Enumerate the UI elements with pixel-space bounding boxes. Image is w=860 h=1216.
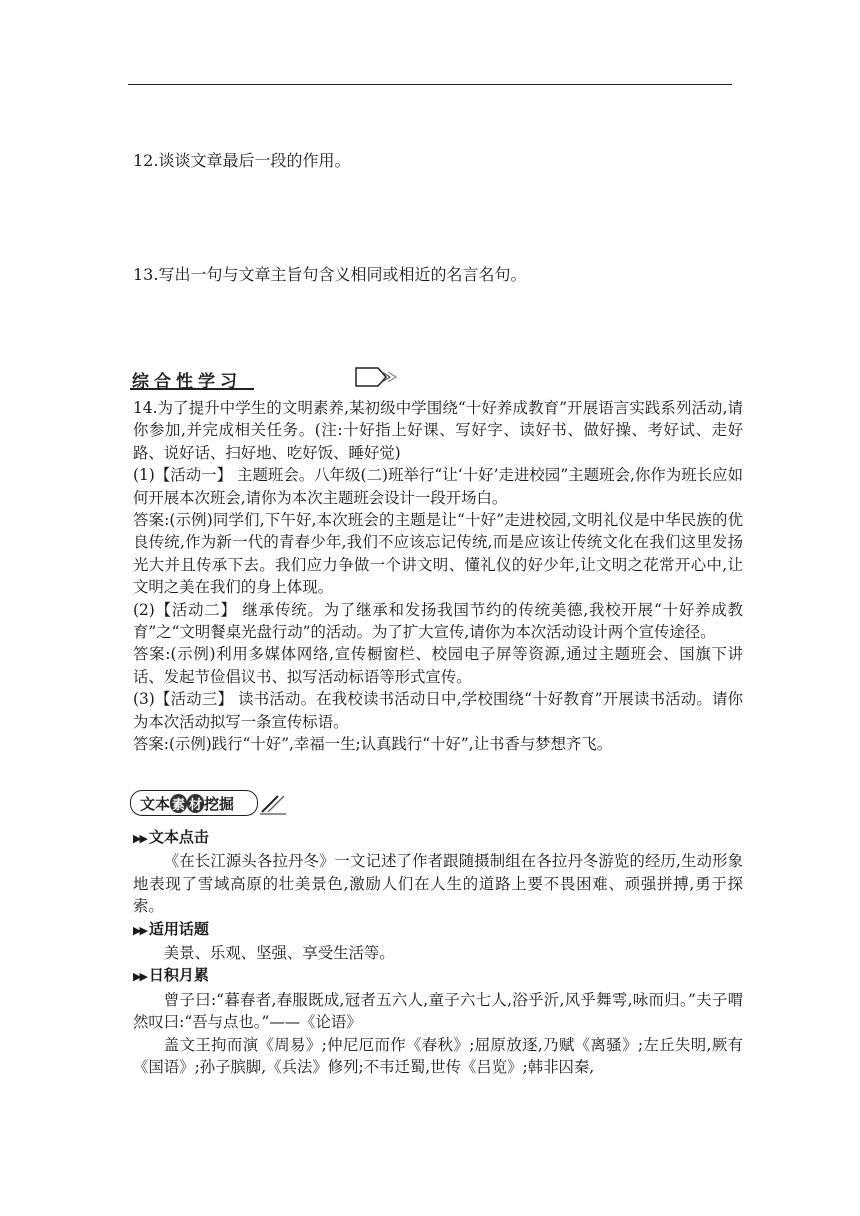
subheading-topics: ▶▶ 适用话题 [133,919,209,938]
header-rule [128,84,732,85]
text-material-section [133,826,743,1078]
question-13: 13.写出一句与文章主旨句含义相同或相近的名言名句。 [133,265,527,284]
activity-1-answer: 答案:(示例)同学们,下午好,本次班会的主题是让“十好”走进校园,文明礼仪是中华民族的优良传统,作为新一代的青春少年,我们不应该忘记传统,而是应该让传统文化在我们这里发扬光大并且传承下去。我们应力争做一个讲文明、懂礼仪的好少年,让文明之花常开心中,让文明之美在我们的身上体现。 [133,511,743,597]
text-material-banner [130,790,270,818]
activity-2-answer: 答案:(示例)利用多媒体网络,宣传橱窗栏、校园电子屏等资源,通过主题班会、国旗下讲话、发起节俭倡议书、拟写活动标语等形式宣传。 [133,645,743,686]
q14-intro: 14.为了提升中学生的文明素养,某初级中学围绕“十好养成教育”开展语言实践系列活动,请你参加,并完成相关任务。(注:十好指上好课、写好字、读好书、做好操、考好试、走好路、说好话、扫好地、吃好饭、睡好觉) [133,399,743,462]
banner-pre: 文本 [140,795,171,813]
quote-sima-qian: 盖文王拘而演《周易》;仲尼厄而作《春秋》;屈原放逐,乃赋《离骚》;左丘失明,厥有《国语》;孙子膑脚,《兵法》修列;不韦迁蜀,世传《吕览》;韩非囚秦, [133,1035,743,1077]
banner-mid2: 材 [187,794,204,813]
arrow-icon: ▶▶ [133,832,146,845]
comprehensive-learning-banner [130,364,280,390]
topics-paragraph: 美景、乐观、坚强、享受生活等。 [163,944,395,963]
banner-post: 挖掘 [204,795,235,813]
subheading-accumulation: ▶▶ 日积月累 [133,966,209,985]
activity-3-answer: 答案:(示例)践行“十好”,幸福一生;认真践行“十好”,让书香与梦想齐飞。 [133,735,613,754]
banner-mid1: 素 [170,794,187,813]
activity-2-question: (2)【活动二】 继承传统。为了继承和发扬我国节约的传统美德,我校开展“十好养成教育”之“文明餐桌光盘行动”的活动。为了扩大宣传,请你为本次活动设计两个宣传途径。 [133,600,743,642]
banner-label: 综合性学习 [132,372,242,392]
banner-arrow-icon [354,364,414,390]
text-click-paragraph: 《在长江源头各拉丹冬》一文记述了作者跟随摄制组在各拉丹冬游览的经历,生动形象地表现了雪域高原的壮美景色,激励人们在人生的道路上要不畏困难、顽强拼搏,勇于探索。 [133,852,743,916]
pen-icon [258,792,288,816]
arrow-icon: ▶▶ [133,923,146,937]
question-14 [133,397,743,756]
activity-3-question: (3)【活动三】 读书活动。在我校读书活动日中,学校围绕“十好教育”开展读书活动。请你为本次活动拟写一条宣传标语。 [133,690,743,731]
quote-analects: 曾子曰:“暮春者,春服既成,冠者五六人,童子六七人,浴乎沂,风乎舞雩,咏而归。”夫子喟然叹曰:“吾与点也。”——《论语》 [133,990,743,1032]
activity-1-question: (1)【活动一】 主题班会。八年级(二)班举行“让‘十好’走进校园”主题班会,你作为班长应如何开展本次班会,请你为本次主题班会设计一段开场白。 [133,466,743,507]
question-12: 12.谈谈文章最后一段的作用。 [133,151,351,170]
subheading-text-click: ▶▶ 文本点击 [133,828,209,846]
arrow-icon: ▶▶ [133,970,146,984]
